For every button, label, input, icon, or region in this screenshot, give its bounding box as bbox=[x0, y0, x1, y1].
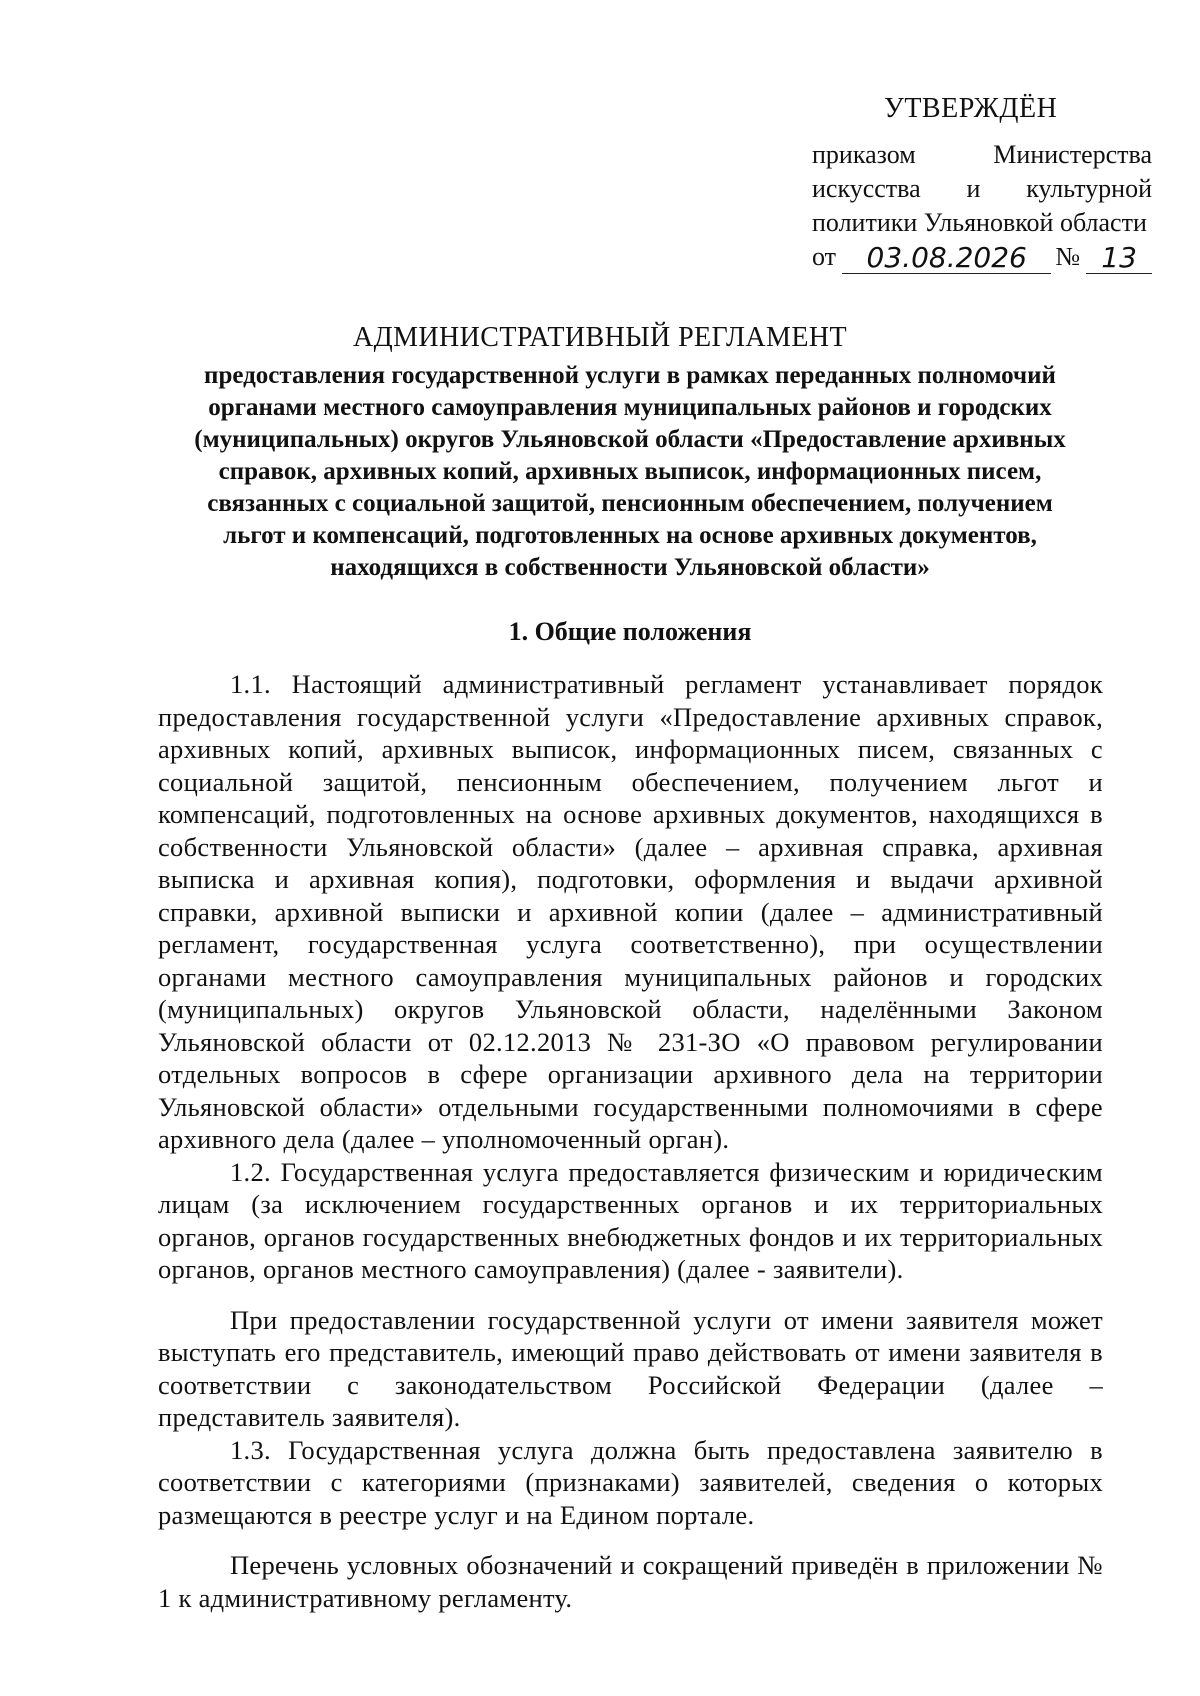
number-label: № bbox=[1055, 242, 1081, 271]
approval-line-2: искусства и культурной bbox=[812, 174, 1152, 203]
subtitle-line: органами местного самоуправления муниципальных районов и городских bbox=[208, 394, 1052, 421]
paragraph-abbreviations: Перечень условных обозначений и сокращений приведён в приложении № 1 к административному регламенту. bbox=[158, 1550, 1103, 1613]
approval-line-1: приказом Министерства bbox=[812, 140, 1152, 169]
approval-title: УТВЕРЖДЁН bbox=[884, 93, 1058, 124]
handwritten-number: 13 bbox=[1086, 243, 1152, 274]
paragraph-1-1: 1.1. Настоящий административный регламент устанавливает порядок предоставления государственной услуги «Предоставление архивных справок, архивных копий, архивных выписок, информационных писем, связанных с социальной защитой, пенсионным обеспечением, получением льгот и компенсаций, подготовленных на основе архивных документов, находящихся в собственности Ульяновской области» (далее – архивная справка, архивная выписка и архивная копия), подготовки, оформления и выдачи архивной справки, архивной выписки и архивной копии (далее – административный регламент, государственная услуга соответственно), при осуществлении органами местного самоуправления муниципальных районов и городских (муниципальных) округов Ульяновской области, наделёнными Законом Ульяновской области от 02.12.2013 № 231-ЗО «О правовом регулировании отдельных вопросов в сфере организации архивного дела на территории Ульяновской области» отдельными государственными полномочиями в сфере архивного дела (далее – уполномоченный орган). bbox=[158, 669, 1103, 1154]
document-title: АДМИНИСТРАТИВНЫЙ РЕГЛАМЕНТ bbox=[353, 322, 847, 353]
approval-date-row bbox=[812, 240, 1152, 274]
section-heading: 1. Общие положения bbox=[508, 617, 752, 646]
subtitle-line: предоставления государственной услуги в рамках переданных полномочий bbox=[204, 362, 1056, 389]
paragraph-representative: При предоставлении государственной услуги от имени заявителя может выступать его представитель, имеющий право действовать от имени заявителя в соответствии с законодательством Российской Федерации (далее – представитель заявителя). bbox=[158, 1304, 1103, 1432]
subtitle-line: связанных с социальной защитой, пенсионным обеспечением, получением bbox=[207, 490, 1053, 517]
paragraph-1-3: 1.3. Государственная услуга должна быть предоставлена заявителю в соответствии с категориями (признаками) заявителей, сведения о которых размещаются в реестре услуг и на Едином портале. bbox=[158, 1434, 1103, 1530]
subtitle-line: справок, архивных копий, архивных выписок, информационных писем, bbox=[218, 458, 1042, 485]
subtitle-line: находящихся в собственности Ульяновской области» bbox=[330, 554, 930, 581]
paragraph-1-2: 1.2. Государственная услуга предоставляется физическим и юридическим лицам (за исключением государственных органов и их территориальных органов, органов государственных внебюджетных фондов и их территориальных органов, органов местного самоуправления) (далее - заявители). bbox=[158, 1156, 1103, 1284]
subtitle-line: (муниципальных) округов Ульяновской области «Предоставление архивных bbox=[194, 426, 1066, 453]
approval-line-3: политики Ульяновкой области bbox=[812, 208, 1147, 237]
handwritten-date: 03.08.2026 bbox=[842, 243, 1051, 274]
document-body bbox=[158, 668, 1103, 1614]
approval-stamp bbox=[812, 92, 1152, 274]
date-prefix: от bbox=[812, 242, 837, 271]
document-subtitle bbox=[150, 360, 1110, 584]
subtitle-line: льгот и компенсаций, подготовленных на основе архивных документов, bbox=[223, 522, 1037, 549]
